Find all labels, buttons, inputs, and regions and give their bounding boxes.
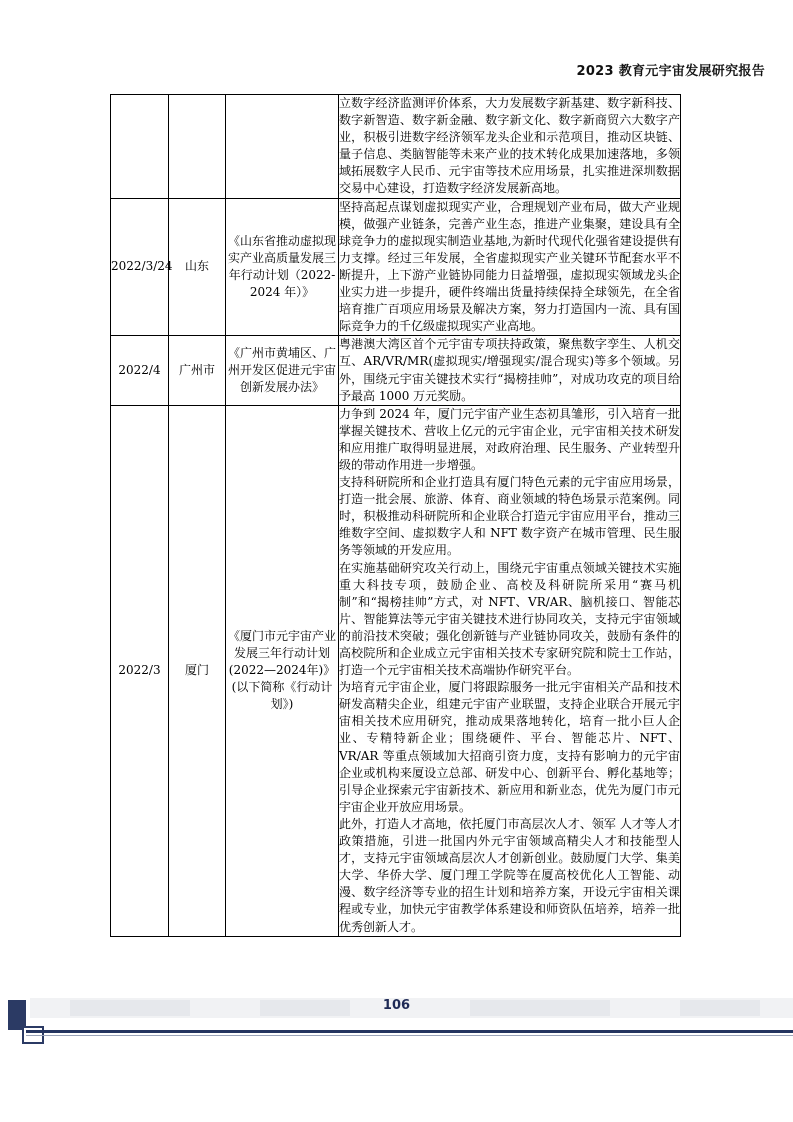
content-paragraph: 在实施基础研究攻关行动上，围绕元宇宙重点领域关键技术实施重大科技专项，鼓励企业、高校及科研院所采用“赛马机制”和“揭榜挂帅”方式，对 NFT、VR/AR、脑机接口、智能芯片、智能算法等元宇宙关键技术进行协同攻关，支持元宇宙领域的前沿技术突破；强化创新链与产业链协同攻关，鼓励有条件的高校院所和企业成立元宇宙相关技术专家研究院和院士工作站，打造一个元宇宙相关技术高端协作研究平台。 xyxy=(339,560,680,678)
page-number: 106 xyxy=(382,998,411,1013)
policy-title-cell xyxy=(226,95,339,199)
policy-title-cell: 《厦门市元宇宙产业发展三年行动计划(2022—2024年)》(以下简称《行动计划》) xyxy=(226,405,339,936)
table-row xyxy=(111,336,681,405)
footer-rule-thin xyxy=(26,1035,793,1036)
table-row xyxy=(111,95,681,199)
content-paragraph: 坚持高起点谋划虚拟现实产业，合理规划产业布局，做大产业规模，做强产业链条，完善产业生态，推进产业集聚，建设具有全球竞争力的虚拟现实制造业基地,为新时代现代化强省建设提供有力支撑。经过三年发展，全省虚拟现实产业关键环节配套水平不断提升，上下游产业链协同能力日益增强，虚拟现实领域龙头企业实力进一步提升，硬件终端出货量持续保持全球领先，在全省培育推广百项应用场景及解决方案，努力打造国内一流、具有国际竞争力的千亿级虚拟现实产业高地。 xyxy=(339,199,680,334)
content-cell xyxy=(339,95,681,199)
policy-title-cell: 《山东省推动虚拟现实产业高质量发展三年行动计划（2022-2024 年）》 xyxy=(226,198,339,336)
content-paragraph: 此外，打造人才高地，依托厦门市高层次人才、领军 人才等人才政策措施，引进一批国内外元宇宙领域高精尖人才和技能型人才，支持元宇宙领域高层次人才创新创业。鼓励厦门大学、集美大学、华侨大学、厦门理工学院等在厦高校优化人工智能、动漫、数字经济等专业的招生计划和培养方案，开设元宇宙相关课程或专业，加快元宇宙教学体系建设和师资队伍培养，培养一批优秀创新人才。 xyxy=(339,816,680,934)
policy-title-cell: 《广州市黄埔区、广州开发区促进元宇宙创新发展办法》 xyxy=(226,336,339,405)
date-cell: 2022/4 xyxy=(111,336,169,405)
content-cell xyxy=(339,405,681,936)
date-cell: 2022/3/24 xyxy=(111,198,169,336)
content-paragraph: 支持科研院所和企业打造具有厦门特色元素的元宇宙应用场景，打造一批会展、旅游、体育、商业领域的特色场景示范案例。同时，积极推动科研院所和企业联合打造元宇宙应用平台，推动三维数字空间、虚拟数字人和 NFT 数字资产在城市管理、民生服务等领域的开发应用。 xyxy=(339,475,680,558)
region-cell: 山东 xyxy=(169,198,226,336)
region-cell: 广州市 xyxy=(169,336,226,405)
policy-table xyxy=(110,94,681,937)
region-cell xyxy=(169,95,226,199)
content-paragraph: 粤港澳大湾区首个元宇宙专项扶持政策，聚焦数字孪生、人机交互、AR/VR/MR(虚拟现实/增强现实/混合现实)等多个领域。另外，围绕元宇宙关键技术实行“揭榜挂帅”，对成功攻克的项目给予最高 1000 万元奖励。 xyxy=(339,337,680,403)
table-row xyxy=(111,198,681,336)
region-cell: 厦门 xyxy=(169,405,226,936)
content-cell xyxy=(339,336,681,405)
date-cell: 2022/3 xyxy=(111,405,169,936)
content-paragraph: 力争到 2024 年，厦门元宇宙产业生态初具雏形，引入培育一批掌握关键技术、营收上亿元的元宇宙企业，元宇宙相关技术研发和应用推广取得明显进展，对政府治理、民生服务、产业转型升级的带动作用进一步增强。 xyxy=(339,406,680,472)
content-paragraph: 为培育元宇宙企业，厦门将跟踪服务一批元宇宙相关产品和技术研发高精尖企业，组建元宇宙产业联盟，支持企业联合开展元宇宙相关技术应用研究，推动成果落地转化，培育一批小巨人企业、专精特新企业；围绕硬件、平台、智能芯片、NFT、VR/AR 等重点领域加大招商引资力度，支持有影响力的元宇宙企业或机构来厦设立总部、研发中心、创新平台、孵化基地等；引导企业探索元宇宙新技术、新应用和新业态，优先为厦门市元宇宙企业开放应用场景。 xyxy=(339,680,680,814)
content-cell xyxy=(339,198,681,336)
content-paragraph: 立数字经济监测评价体系，大力发展数字新基建、数字新科技、数字新智造、数字新金融、数字新文化、数字新商贸六大数字产业，积极引进数字经济领军龙头企业和示范项目，推动区块链、量子信息、类脑智能等未来产业的技术转化成果加速落地，多领域拓展数字人民币、元宇宙等技术应用场景，扎实推进深圳数据交易中心建设，打造数字经济发展新高地。 xyxy=(339,96,680,196)
date-cell xyxy=(111,95,169,199)
footer-rule xyxy=(26,1030,793,1033)
report-header-title: 2023 教育元宇宙发展研究报告 xyxy=(576,64,765,79)
table-row xyxy=(111,405,681,936)
